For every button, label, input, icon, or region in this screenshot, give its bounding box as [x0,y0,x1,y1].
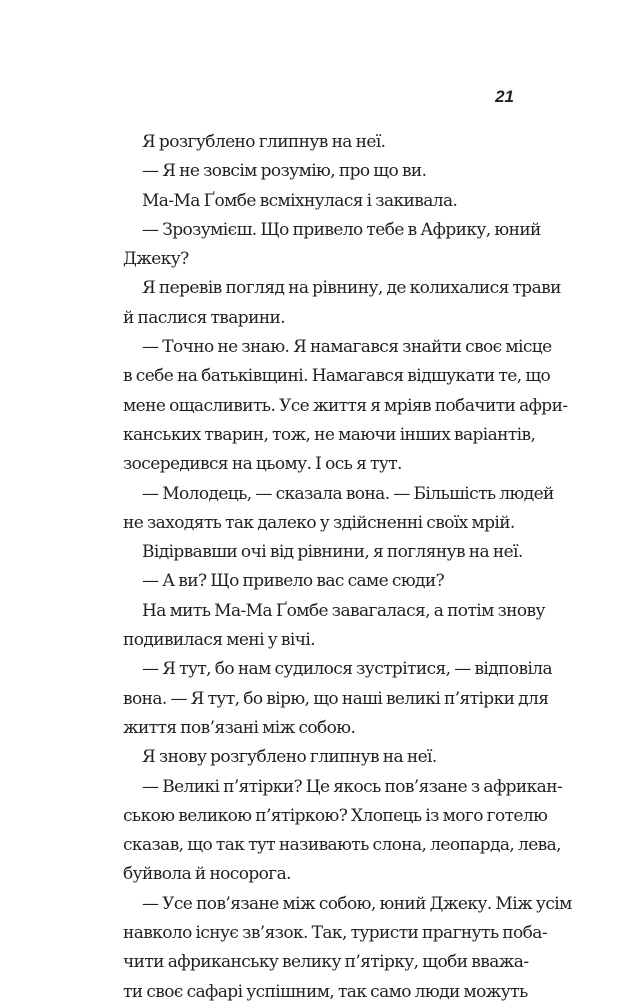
text-line: — Я тут, бо нам судилося зустрітися, — відповіла [142,659,553,680]
text-line: Я розгублено глипнув на неї. [142,132,386,152]
text-line: — Молодець, — сказала вона. — Більшість людей [142,483,554,504]
text-line: не заходять так далеко у здійсненні своїх мрій. [123,512,515,533]
text-line: Я знову розгублено глипнув на неї. [142,747,437,768]
text-line: — Усе пов’язане між собою, юний Джеку. Між усім [142,893,572,914]
text-line: ською великою п’ятіркою? Хлопець із мого готелю [123,805,548,826]
text-line: — Точно не знаю. Я намагався знайти своє місце [142,337,552,358]
text-line: чити африканську велику п’ятірку, щоби вважа- [123,952,529,973]
text-line: в себе на батьківщині. Намагався відшукати те, що [123,366,551,387]
text-line: канських тварин, тож, не маючи інших варіантів, [123,424,536,445]
text-line: буйвола й носорога. [123,864,291,885]
text-line: сказав, що так тут називають слона, леопарда, лева, [123,835,561,856]
text-line: подивилася мені у вічі. [123,630,315,651]
text-line: — Великі п’ятірки? Це якось пов’язане з африкан- [142,776,563,797]
text-line: Ма-Ма Ґомбе всміхнулася і закивала. [142,190,458,211]
body-text [123,128,572,1007]
text-line: Відірвавши очі від рівнини, я поглянув на неї. [142,542,523,563]
text-line: ти своє сафарі успішним, так само люди можуть [123,981,528,1002]
text-line: навколо існує зв’язок. Так, туристи прагнуть поба- [123,923,547,944]
page-number: 21 [495,87,514,106]
text-line: — А ви? Що привело вас саме сюди? [142,571,445,592]
text-line: На мить Ма-Ма Ґомбе завагалася, а потім знову [142,600,545,621]
text-line: й паслися тварини. [123,307,286,328]
text-line: життя пов’язані між собою. [123,717,356,738]
text-line: Джеку? [123,249,189,270]
text-line: Я перевів погляд на рівнину, де колихалися трави [142,278,561,299]
text-line: мене ощасливить. Усе життя я мріяв побачити афри- [123,395,568,416]
text-line: зосередився на цьому. І ось я тут. [123,454,402,475]
text-line: — Я не зовсім розумію, про що ви. [142,161,427,182]
text-line: — Зрозумієш. Що привело тебе в Африку, юний [142,219,541,240]
text-line: вона. — Я тут, бо вірю, що наші великі п’ятірки для [123,688,549,709]
